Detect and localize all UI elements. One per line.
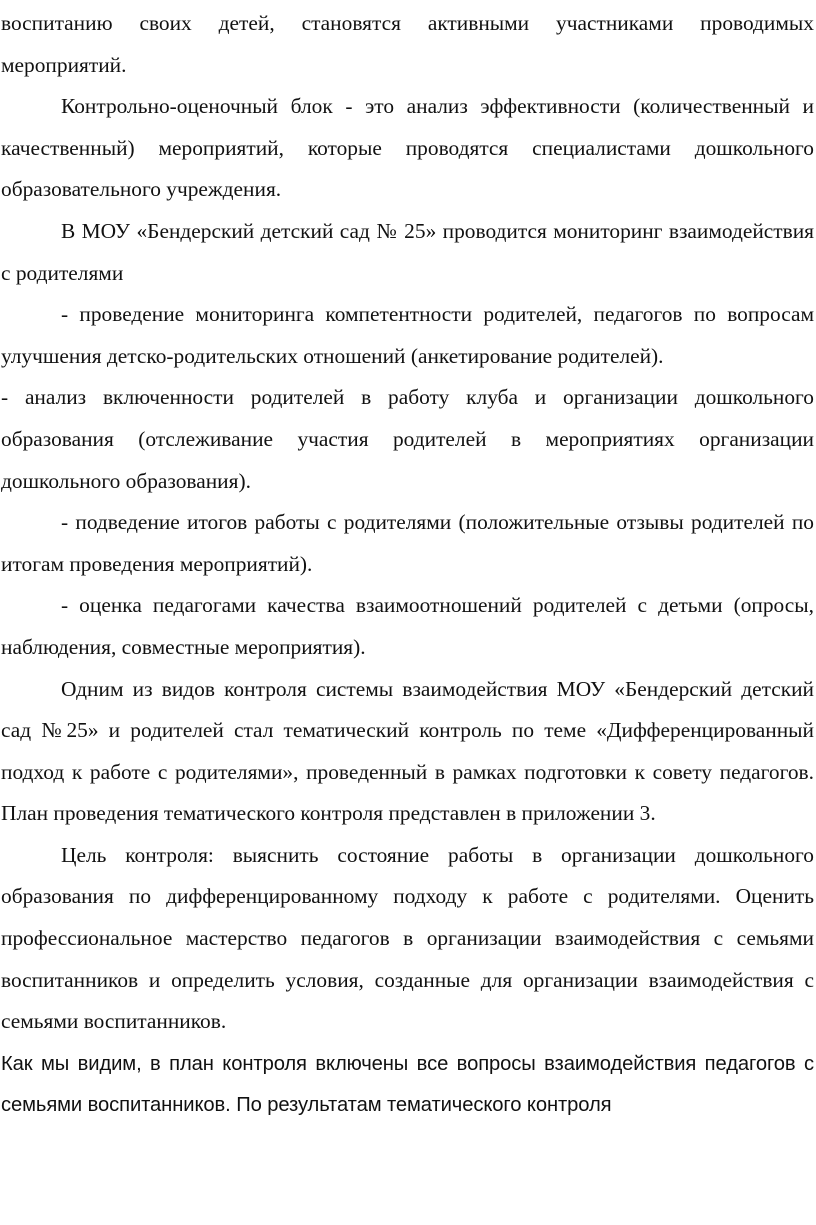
paragraph-conclusion: Как мы видим, в план контроля включены все вопросы взаимодействия педагогов с семьями воспитанников. По результатам тематического контроля [1,1052,814,1117]
paragraph-thematic-control: Одним из видов контроля системы взаимодействия МОУ «Бендерский детский сад №25» и родителей стал тематический контроль по теме «Дифференцированный подход к работе с родителями», проведенный в рамках подготовки к совету педагогов. План проведения тематического контроля представлен в приложении 3. [1,676,814,826]
paragraph-continuation: воспитанию своих детей, становятся активными участниками проводимых мероприятий. [1,11,814,77]
paragraph-control-goal: Цель контроля: выяснить состояние работы в организации дошкольного образования по дифференцированному подходу к работе с родителями. Оценить профессиональное мастерство педагогов в организации взаимодействия с семьями воспитанников и определить условия, созданные для организации взаимодействия с семьями воспитанников. [1,842,814,1034]
paragraph-control-block: Контрольно-оценочный блок - это анализ эффективности (количественный и качественный) мероприятий, которые проводятся специалистами дошкольного образовательного учреждения. [1,94,814,202]
list-item-results-summary: - подведение итогов работы с родителями (положительные отзывы родителей по итогам проведения мероприятий). [1,510,814,576]
list-item-competence-monitoring: - проведение мониторинга компетентности родителей, педагогов по вопросам улучшения детско-родительских отношений (анкетирование родителей). [1,302,814,368]
paragraph-monitoring-intro: В МОУ «Бендерский детский сад № 25» проводится мониторинг взаимодействия с родителями [1,218,814,285]
list-item-involvement-analysis: - анализ включенности родителей в работу клуба и организации дошкольного образования (отслеживание участия родителей в мероприятиях организации дошкольного образования). [1,385,814,493]
list-item-quality-assessment: - оценка педагогами качества взаимоотношений родителей с детьми (опросы, наблюдения, совместные мероприятия). [1,593,814,659]
